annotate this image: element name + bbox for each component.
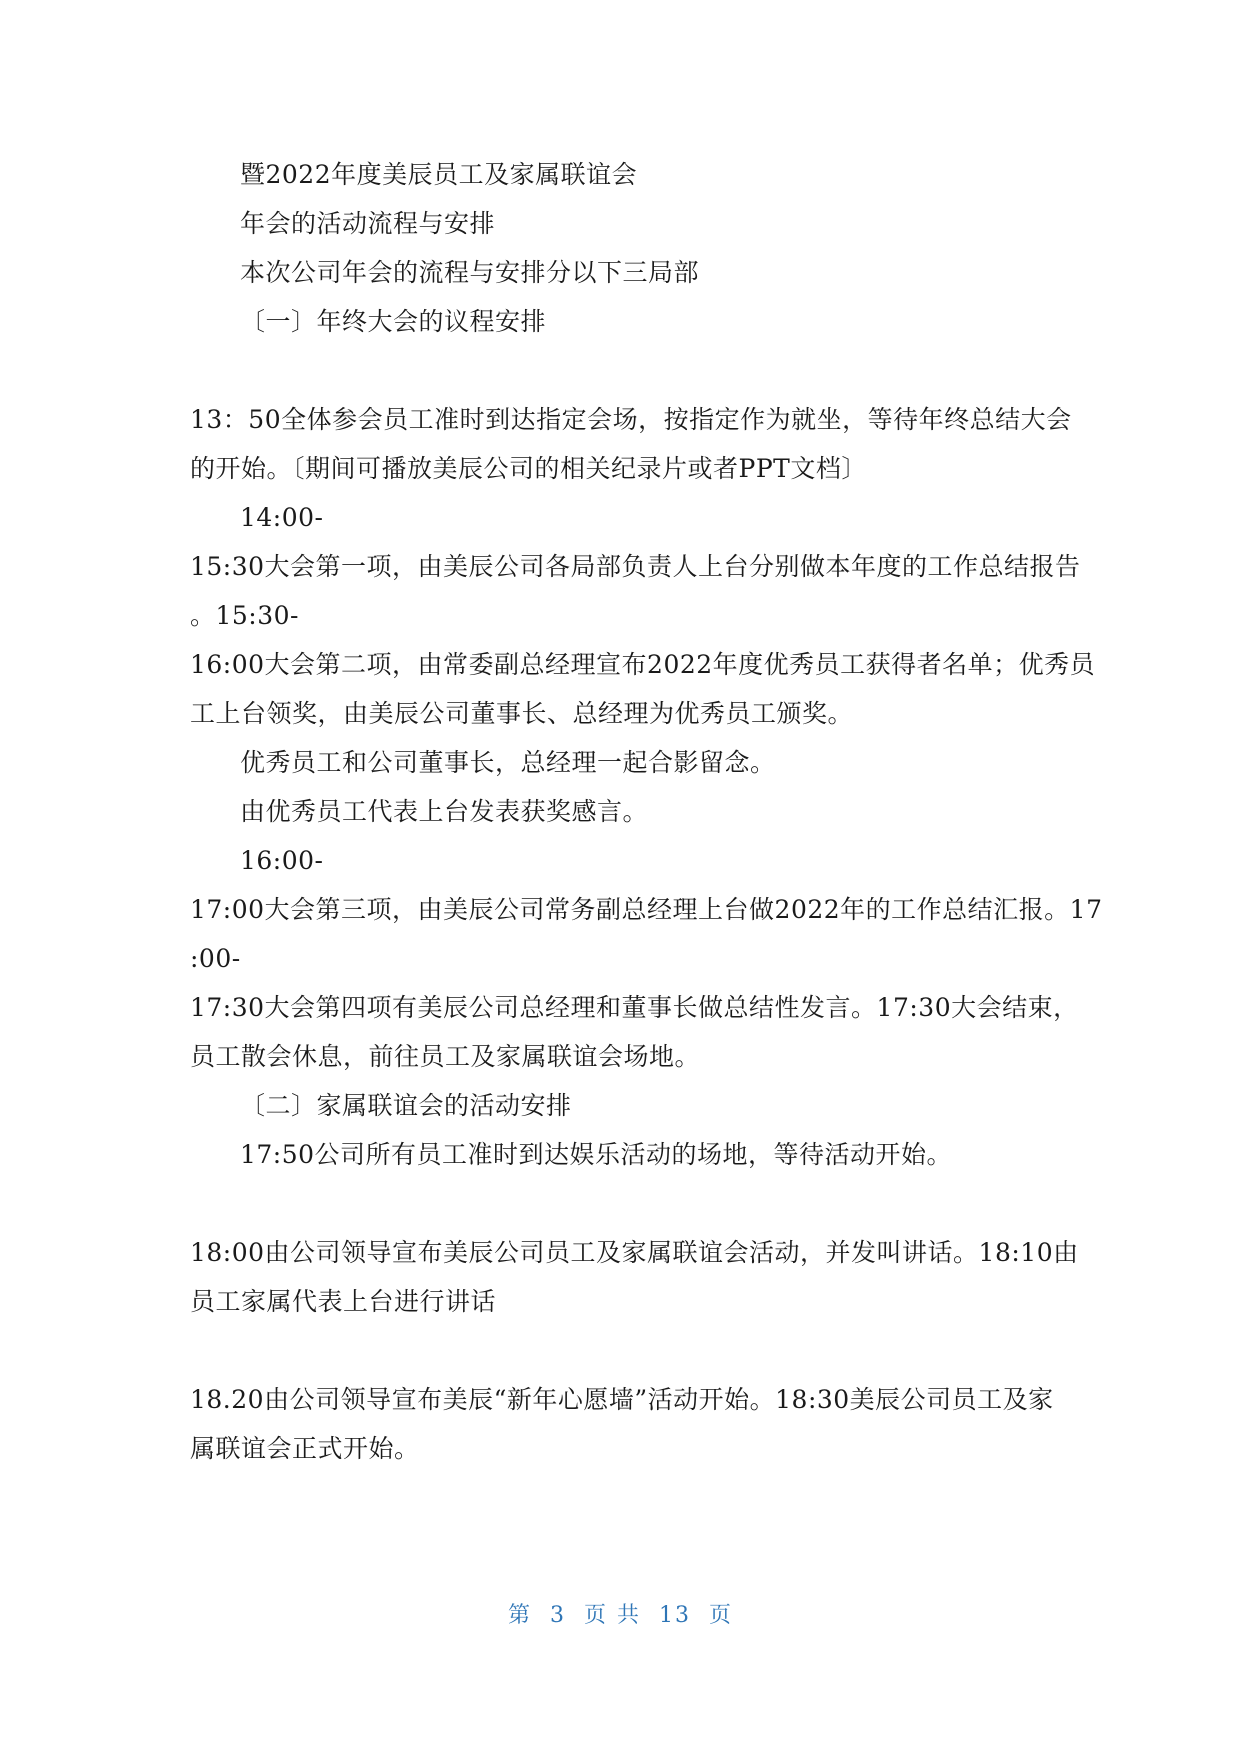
section-title: 年会的活动流程与安排 xyxy=(240,209,496,238)
paragraph-line: 18:00由公司领导宣布美辰公司员工及家属联谊会活动，并发叫讲话。18:10由 xyxy=(190,1238,1079,1267)
paragraph-line: 18.20由公司领导宣布美辰“新年心愿墙”活动开始。18:30美辰公司员工及家 xyxy=(190,1385,1054,1414)
subtitle-line: 暨2022年度美辰员工及家属联谊会 xyxy=(240,160,638,189)
paragraph-line: 16:00大会第二项，由常委副总经理宣布2022年度优秀员工获得者名单；优秀员 xyxy=(190,650,1096,679)
paragraph-line: 优秀员工和公司董事长，总经理一起合影留念。 xyxy=(240,748,776,777)
paragraph-line: :00- xyxy=(190,944,241,973)
paragraph-line: 本次公司年会的流程与安排分以下三局部 xyxy=(240,258,700,287)
paragraph-line: 的开始。〔期间可播放美辰公司的相关纪录片或者PPT文档〕 xyxy=(190,454,867,483)
paragraph-line: 员工散会休息，前往员工及家属联谊会场地。 xyxy=(190,1042,701,1071)
paragraph-line: 属联谊会正式开始。 xyxy=(190,1434,420,1463)
paragraph-line: 员工家属代表上台进行讲话 xyxy=(190,1287,497,1316)
paragraph-line: 17:50公司所有员工准时到达娱乐活动的场地，等待活动开始。 xyxy=(240,1140,953,1169)
paragraph-line: 。15:30- xyxy=(190,601,299,630)
time-line: 14:00- xyxy=(240,503,324,532)
section-heading: 〔一〕年终大会的议程安排 xyxy=(240,307,547,336)
paragraph-line: 由优秀员工代表上台发表获奖感言。 xyxy=(240,797,649,826)
paragraph-line: 17:00大会第三项，由美辰公司常务副总经理上台做2022年的工作总结汇报。17 xyxy=(190,895,1103,924)
page-number-footer: 第 3 页 共 13 页 xyxy=(508,1603,733,1628)
section-heading: 〔二〕家属联谊会的活动安排 xyxy=(240,1091,572,1120)
paragraph-line: 17:30大会第四项有美辰公司总经理和董事长做总结性发言。17:30大会结束， xyxy=(190,993,1079,1022)
paragraph-line: 工上台领奖，由美辰公司董事长、总经理为优秀员工颁奖。 xyxy=(190,699,854,728)
paragraph-line: 15:30大会第一项，由美辰公司各局部负责人上台分别做本年度的工作总结报告 xyxy=(190,552,1081,581)
time-line: 16:00- xyxy=(240,846,324,875)
paragraph-line: 13：50全体参会员工准时到达指定会场，按指定作为就坐，等待年终总结大会 xyxy=(190,405,1072,434)
